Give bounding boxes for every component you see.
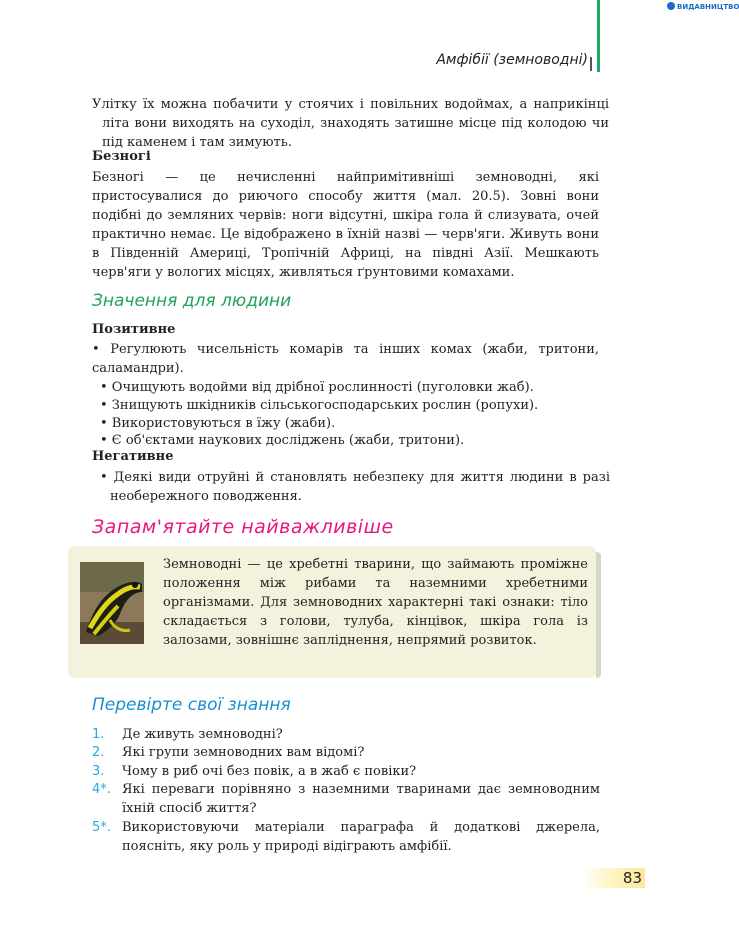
summary-box-shadow [596,552,601,678]
positive-item: • Знищують шкідників сільськогосподарських рослин (ропухи). [100,398,539,413]
question-text: Які переваги порівняно з наземними тваринами дає земноводним їхній спосіб життя? [122,782,600,816]
positive-item: • Використовуються в їжу (жаби). [100,416,336,431]
positive-heading: Позитивне [92,322,176,337]
running-title-bar [590,57,592,71]
question-number: 3. [92,764,105,779]
question-text: Чому в риб очі без повік, а в жаб є повіки? [122,764,417,779]
question-number: 5*. [92,820,111,835]
question-item [92,743,602,762]
frog-image [80,562,144,644]
question-number: 4*. [92,782,111,797]
logo-text: ВИДАВНИЦТВО [677,3,739,11]
question-item [92,762,602,781]
question-item [92,780,602,818]
remember-heading: Запам'ятайте найважливіше [92,516,394,538]
question-number: 1. [92,727,105,742]
publisher-logo [667,2,739,11]
question-text: Де живуть земноводні? [122,727,283,742]
positive-item: • Регулюють чисельність комарів та інших комах (жаби, тритони, саламандри). [92,342,599,376]
summary-text: Земноводні — це хребетні тварини, що займають проміжне положення між рибами та наземними хребетними організмами. Для земноводних характерні такі ознаки: тіло складається з голови, тулуба, кінцівок, шкіра гола із залозами, зовнішнє запліднення, непрямий розвиток. [163,557,588,648]
positive-item: • Є об'єктами наукових досліджень (жаби, тритони). [100,433,465,448]
legless-paragraph: Безногі — це нечисленні найпримітивніші земноводні, які пристосувалися до риючого способу життя (мал. 20.5). Зовні вони подібні до земляних червів: ноги відсутні, шкіра гола й слизувата, очей практично немає. Це відображено в їхній назві — черв'яги. Живуть вони в Південній Америці, Тропічній Африці, на півдні Азії. Мешкають черв'яги у вологих місцях, живляться ґрунтовими комахами. [92,170,599,280]
question-number: 2. [92,745,105,760]
running-title: Амфібії (земноводні) [436,52,588,68]
question-item [92,818,602,856]
question-text: Використовуючи матеріали параграфа й додаткові джерела, поясніть, яку роль у природі відіграють амфібії. [122,820,600,854]
positive-item: • Очищують водойми від дрібної рослинності (пуголовки жаб). [100,380,534,395]
intro-paragraph: Улітку їх можна побачити у стоячих і повільних водоймах, а наприкінці літа вони виходять на суходіл, знаходять затишне місце під колодою чи під каменем і там зимують. [92,97,609,150]
question-text: Які групи земноводних вам відомі? [122,745,365,760]
logo-icon [667,2,675,10]
section-heading-legless: Безногі [92,149,151,164]
question-item [92,725,602,744]
negative-item: • Деякі види отруйні й становлять небезпеку для життя людини в разі необережного поводження. [100,470,610,504]
significance-heading: Значення для людини [92,291,292,311]
page-number: 83 [622,869,642,887]
check-knowledge-heading: Перевірте свої знання [92,695,291,715]
header-rule [597,0,600,72]
negative-heading: Негативне [92,449,174,464]
